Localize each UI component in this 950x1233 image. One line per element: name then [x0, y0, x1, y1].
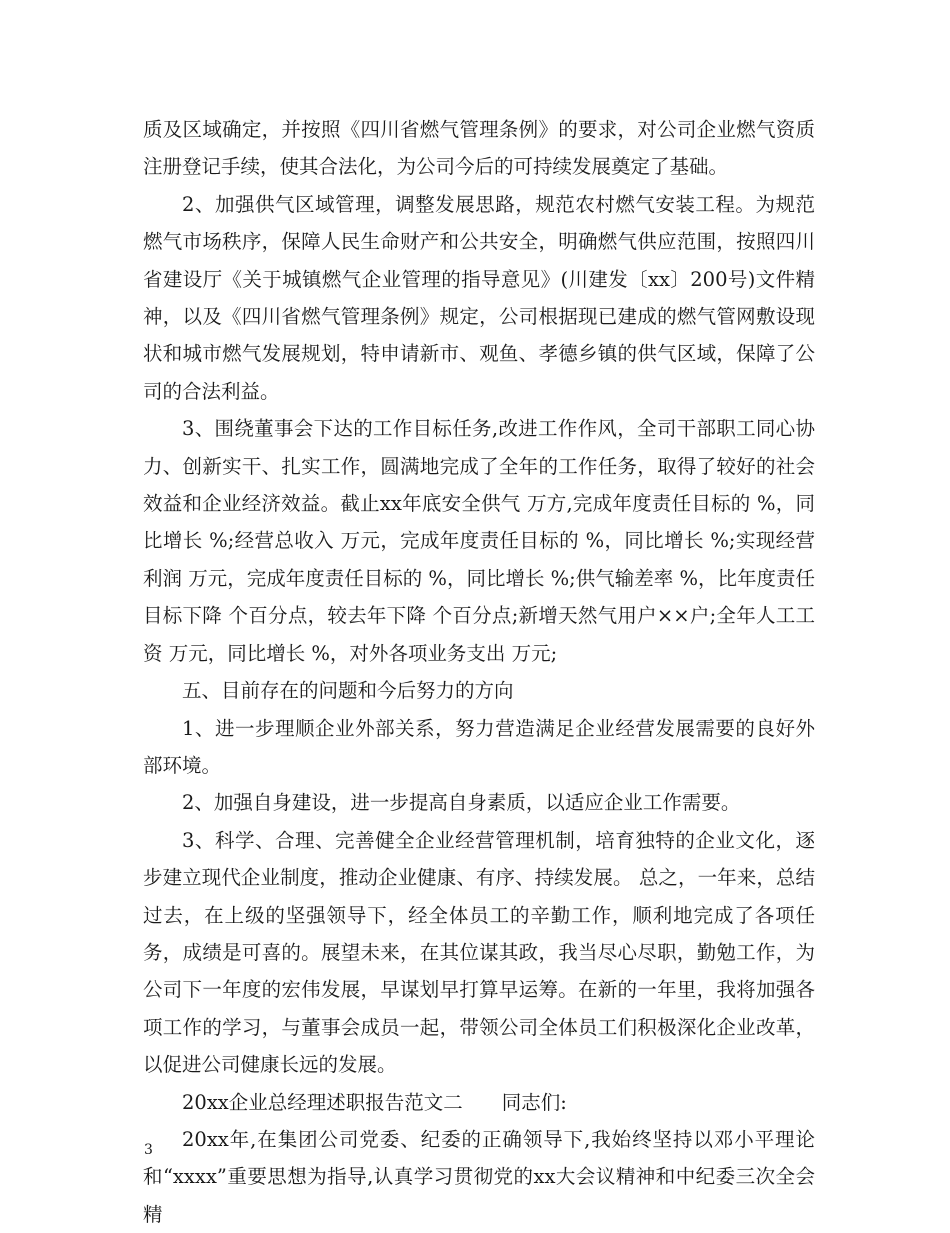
paragraph-item-2-self-building: 2、加强自身建设，进一步提高自身素质，以适应企业工作需要。 [182, 791, 741, 815]
paragraph-item-1-external: 1、进一步理顺企业外部关系，努力营造满足企业经营发展需要的良好外部环境。 [143, 716, 815, 777]
paragraph-continuation: 质及区域确定，并按照《四川省燃气管理条例》的要求，对公司企业燃气资质注册登记手续，使其合法化，为公司今后的可持续发展奠定了基础。 [143, 118, 815, 179]
paragraph-report-two-intro: 20xx年,在集团公司党委、纪委的正确领导下,我始终坚持以邓小平理论和“xxxx”重要思想为指导,认真学习贯彻党的xx大会议精神和中纪委三次全会精 [143, 1127, 815, 1226]
section-heading-report-two: 20xx企业总经理述职报告范文二 同志们: [182, 1090, 567, 1114]
document-body [143, 111, 815, 1233]
section-heading-problems: 五、目前存在的问题和今后努力的方向 [182, 679, 514, 703]
paragraph-item-3-targets: 3、围绕董事会下达的工作目标任务,改进工作作风，全司干部职工同心协力、创新实干、扎实工作，圆满地完成了全年的工作任务，取得了较好的社会效益和企业经济效益。截止xx年底安全供气 万方,完成年度责任目标的 %，同比增长 %;经营总收入 万元，完成年度责任目标的 %，同比增长 %;实现经营利润 万元，完成年度责任目标的 %，同比增长 %;供气输差率 %，比年度责任目标下降 个百分点，较去年下降 个百分点;新增天然气用户××户;全年人工工资 万元，同比增长 %，对外各项业务支出 万元; [143, 417, 815, 665]
paragraph-item-3-management: 3、科学、合理、完善健全企业经营管理机制，培育独特的企业文化，逐步建立现代企业制度，推动企业健康、有序、持续发展。 总之，一年来，总结过去，在上级的坚强领导下，经全体员工的辛勤工作，顺利地完成了各项任务，成绩是可喜的。展望未来，在其位谋其政，我当尽心尽职，勤勉工作，为公司下一年度的宏伟发展，早谋划早打算早运筹。在新的一年里，我将加强各项工作的学习，与董事会成员一起，带领公司全体员工们积极深化企业改革，以促进公司健康长远的发展。 [143, 828, 815, 1077]
paragraph-item-2-supply-area: 2、加强供气区域管理，调整发展思路，规范农村燃气安装工程。为规范燃气市场秩序，保障人民生命财产和公共安全，明确燃气供应范围，按照四川省建设厅《关于城镇燃气企业管理的指导意见》(川建发〔xx〕200号)文件精神，以及《四川省燃气管理条例》规定，公司根据现已建成的燃气管网敷设现状和城市燃气发展规划，特申请新市、观鱼、孝德乡镇的供气区域，保障了公司的合法利益。 [143, 192, 815, 403]
page-number: 3 [144, 1142, 153, 1158]
